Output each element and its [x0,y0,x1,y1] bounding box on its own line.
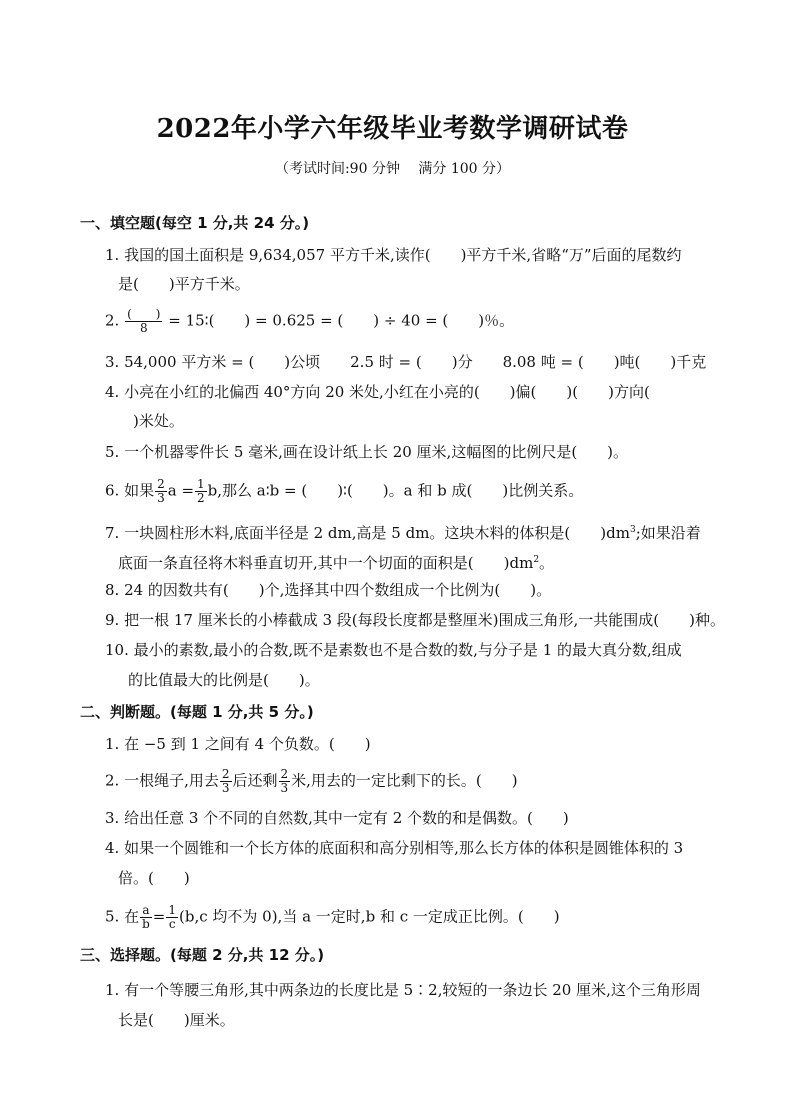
q1-6-fraction-1 [155,478,167,505]
q2-2-f2-num: 2 [280,767,289,781]
q1-7-text2: 底面一条直径将木料垂直切开,其中一个切面的面积是( )dm [118,554,534,572]
q1-1-line2: 是( )平方千米。 [118,275,250,293]
q1-6-f1-den: 3 [157,491,165,505]
section-true-false-heading: 二、判断题。(每题 1 分,共 5 分。) [80,703,314,721]
q1-2-fraction-den: 8 [139,321,148,335]
q2-4-line1: 4. 如果一个圆锥和一个长方体的底面积和高分别相等,那么长方体的体积是圆锥体积的 3 [105,839,684,857]
q1-6 [105,478,583,505]
q1-6-f2-den: 2 [197,491,205,505]
q2-2-f2-den: 3 [280,781,289,795]
q1-1-line1: 1. 我国的国土面积是 9,634,057 平方千米,读作( )平方千米,省略“万”后面的尾数约 [105,246,682,264]
q1-2-number: 2. [105,311,120,330]
q1-7-sup1: 3 [629,525,636,535]
q1-2-text: = 15∶( ) = 0.625 = ( ) ÷ 40 = ( )％。 [168,311,515,330]
q1-10-line1: 10. 最小的素数,最小的合数,既不是素数也不是合数的数,与分子是 1 的最大真分数,组成 [105,641,682,659]
q2-5-pre: 5. 在 [105,907,140,926]
q2-2-fraction-2 [279,768,291,795]
q2-5-post: (b,c 均不为 0),当 a 一定时,b 和 c 一定成正比例。( ) [179,907,560,926]
q1-6-pre: 6. 如果 [105,481,155,500]
q3-1-line2: 长是( )厘米。 [118,1011,235,1029]
q2-2-f1-den: 3 [221,781,230,795]
q1-4-line1: 4. 小亮在小红的北偏西 40°方向 20 米处,小红在小亮的( )偏( )( )方向( [105,383,650,401]
q1-7-line2 [118,550,554,573]
q2-1: 1. 在 −5 到 1 之间有 4 个负数。( ) [105,735,371,753]
q1-6-f1-num: 2 [157,477,165,491]
section-multiple-choice-heading: 三、选择题。(每题 2 分,共 12 分。) [80,946,325,964]
q2-5 [105,904,560,931]
q2-2-pre: 2. 一根绳子,用去 [105,771,219,790]
q2-5-f2-num: 1 [168,903,176,917]
q2-2 [105,768,518,795]
q1-7-text2b: 。 [539,554,555,572]
q1-8: 8. 24 的因数共有( )个,选择其中四个数组成一个比例为( )。 [105,581,552,599]
q1-2 [105,308,514,335]
q1-7-text1b: ;如果沿着 [635,524,701,542]
q1-5: 5. 一个机器零件长 5 毫米,画在设计纸上长 20 厘米,这幅图的比例尺是( )。 [105,443,629,461]
q1-6-mid: a = [167,481,195,500]
q2-2-fraction-1 [220,768,232,795]
q2-5-f2-den: c [168,917,176,931]
q2-5-fraction-1 [140,904,152,931]
q1-7-line1 [105,520,701,543]
q1-7-sup2: 2 [533,555,540,565]
exam-title: 2022年小学六年级毕业考数学调研试卷 [156,114,629,144]
q2-2-f1-num: 2 [221,767,230,781]
q1-2-fraction [125,308,162,335]
q1-2-fraction-num: ( ) [127,307,161,321]
q2-2-post: 米,用去的一定比剩下的长。( ) [291,771,518,790]
q1-6-post: b,那么 a∶b = ( )∶( )。a 和 b 成( )比例关系。 [207,481,584,500]
q2-5-f1-num: a [140,904,152,918]
q2-3: 3. 给出任意 3 个不同的自然数,其中一定有 2 个数的和是偶数。( ) [105,809,569,827]
exam-subtitle: （考试时间:90 分钟 满分 100 分） [274,161,511,177]
q1-6-f2-num: 1 [197,477,205,491]
q2-2-mid: 后还剩 [232,771,278,790]
q1-4-line2: )米处。 [118,412,184,430]
q3-1-line1: 1. 有一个等腰三角形,其中两条边的长度比是 5∶2,较短的一条边长 20 厘米,这个三角形周 [105,981,701,999]
q1-3: 3. 54,000 平方米 = ( )公顷 2.5 时 = ( )分 8.08 吨 = ( )吨( )千克 [105,353,707,371]
section-fill-in-blank-heading: 一、填空题(每空 1 分,共 24 分。) [80,214,310,232]
q2-4-line2: 倍。( ) [118,869,190,887]
q1-10-line2: 的比值最大的比例是( )。 [128,671,320,689]
q2-5-f1-den: b [142,917,150,931]
q1-7-text1: 7. 一块圆柱形木料,底面半径是 2 dm,高是 5 dm。这块木料的体积是( )dm [105,524,630,542]
q2-5-mid: = [152,907,166,926]
q1-6-fraction-2 [195,478,207,505]
q1-9: 9. 把一根 17 厘米长的小棒截成 3 段(每段长度都是整厘米)围成三角形,一共能围成( )种。 [105,611,725,629]
q2-5-fraction-2 [166,904,178,931]
